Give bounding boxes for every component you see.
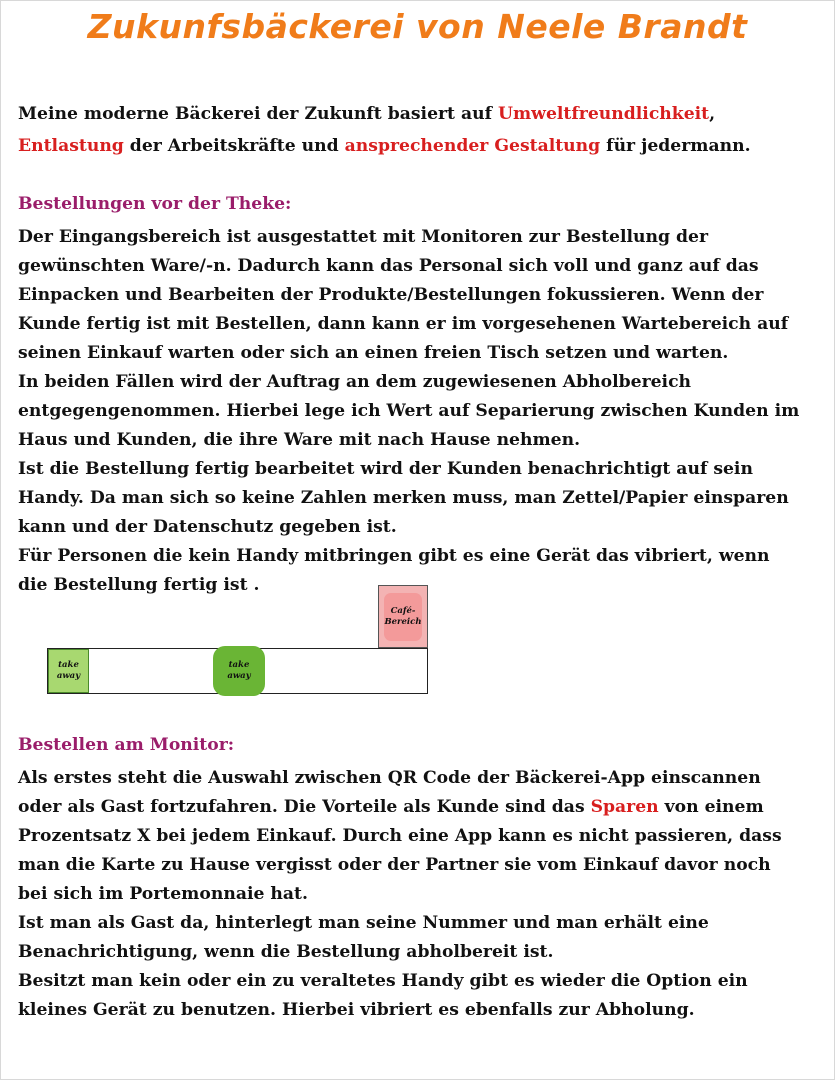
- text-line: Ist die Bestellung fertig bearbeitet wird der Kunden benachrichtigt auf sein: [18, 459, 753, 479]
- text-line: Besitzt man kein oder ein zu veraltetes Handy gibt es wieder die Option ein: [18, 971, 748, 991]
- take-away-label: take: [58, 660, 79, 670]
- text-line: kann und der Datenschutz gegeben ist.: [18, 517, 397, 537]
- highlight-sparen: Sparen: [590, 797, 659, 817]
- page-title: Zukunfsbäckerei von Neele Brandt: [87, 7, 748, 46]
- highlight-entlastung: Entlastung: [18, 136, 124, 156]
- section-body-monitor: [18, 764, 826, 1025]
- text-line: [18, 793, 826, 822]
- section-heading-theke: Bestellungen vor der Theke:: [18, 194, 292, 214]
- cafe-label: Bereich: [384, 616, 422, 627]
- take-away-area-1: [48, 649, 89, 693]
- text-line: Kunde fertig ist mit Bestellen, dann kann er im vorgesehenen Wartebereich auf: [18, 314, 789, 334]
- cafe-area-inner: [384, 593, 422, 641]
- text-line: In beiden Fällen wird der Auftrag an dem zugewiesenen Abholbereich: [18, 372, 692, 392]
- highlight-umweltfreundlichkeit: Umweltfreundlichkeit: [498, 104, 710, 124]
- cafe-area: [378, 585, 428, 648]
- text-line: bei sich im Portemonnaie hat.: [18, 884, 308, 904]
- text-line: Einpacken und Bearbeiten der Produkte/Bestellungen fokussieren. Wenn der: [18, 285, 764, 305]
- text-line: entgegengenommen. Hierbei lege ich Wert auf Separierung zwischen Kunden im: [18, 401, 800, 421]
- cafe-label: Café-: [390, 605, 416, 616]
- text-line: seinen Einkauf warten oder sich an einen freien Tisch setzen und warten.: [18, 343, 729, 363]
- section-body-theke: [18, 223, 826, 600]
- highlight-gestaltung: ansprechender Gestaltung: [344, 136, 601, 156]
- text-line: kleines Gerät zu benutzen. Hierbei vibriert es ebenfalls zur Abholung.: [18, 1000, 695, 1020]
- text-line: Handy. Da man sich so keine Zahlen merken muss, man Zettel/Papier einsparen: [18, 488, 789, 508]
- text-line: die Bestellung fertig ist .: [18, 575, 260, 595]
- take-away-label: away: [56, 671, 81, 681]
- text-line: Für Personen die kein Handy mitbringen gibt es eine Gerät das vibriert, wenn: [18, 546, 770, 566]
- text-line: man die Karte zu Hause vergisst oder der Partner sie vom Einkauf davor noch: [18, 855, 771, 875]
- text-line: Benachrichtigung, wenn die Bestellung abholbereit ist.: [18, 942, 554, 962]
- text-fragment: von einem: [658, 797, 764, 817]
- text-line: Der Eingangsbereich ist ausgestattet mit Monitoren zur Bestellung der: [18, 227, 709, 247]
- text-line: Als erstes steht die Auswahl zwischen QR Code der Bäckerei-App einscannen: [18, 768, 761, 788]
- text-line: gewünschten Ware/-n. Dadurch kann das Personal sich voll und ganz auf das: [18, 256, 759, 276]
- text-line: Haus und Kunden, die ihre Ware mit nach Hause nehmen.: [18, 430, 581, 450]
- intro-text: Meine moderne Bäckerei der Zukunft basiert auf: [18, 104, 498, 124]
- text-line: Ist man als Gast da, hinterlegt man seine Nummer und man erhält eine: [18, 913, 709, 933]
- text-line: Prozentsatz X bei jedem Einkauf. Durch eine App kann es nicht passieren, dass: [18, 826, 782, 846]
- intro-text: ,: [709, 104, 716, 124]
- intro-text: für jedermann.: [600, 136, 751, 156]
- text-fragment: oder als Gast fortzufahren. Die Vorteile als Kunde sind das: [18, 797, 591, 817]
- take-away-area-2: [213, 646, 265, 696]
- intro-text: der Arbeitskräfte und: [123, 136, 345, 156]
- take-away-label: away: [227, 671, 251, 681]
- section-heading-monitor: Bestellen am Monitor:: [18, 735, 235, 755]
- take-away-label: take: [228, 660, 250, 670]
- intro-paragraph: [18, 98, 826, 162]
